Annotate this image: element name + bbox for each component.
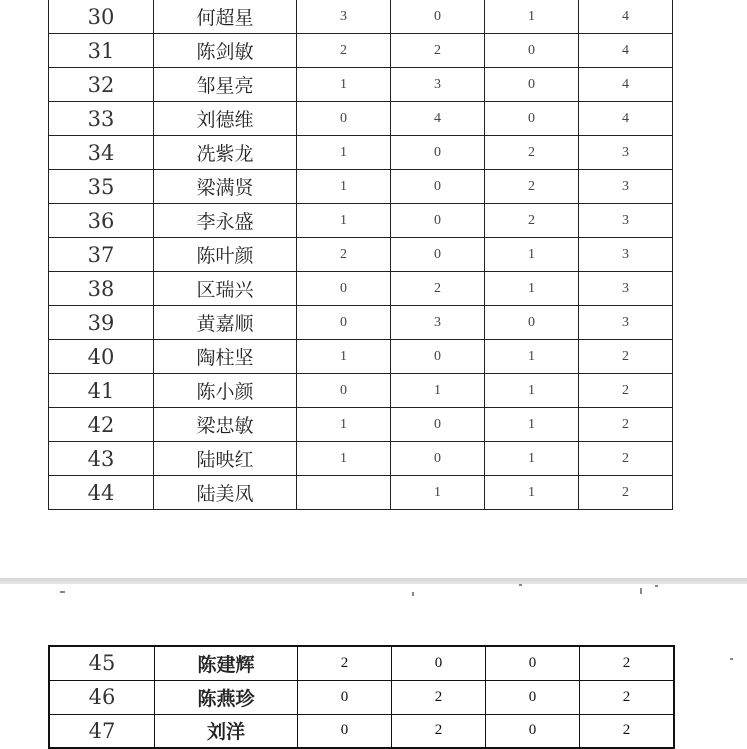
value-cell-3: 1 (485, 272, 579, 306)
name-cell: 梁满贤 (154, 170, 297, 204)
table-row (49, 238, 673, 272)
value-cell-3: 0 (486, 646, 580, 680)
value-cell-3: 0 (485, 68, 579, 102)
row-number-cell: 41 (49, 374, 154, 408)
value-cell-1: 0 (297, 306, 391, 340)
value-cell-3: 2 (485, 170, 579, 204)
row-number-cell: 32 (49, 68, 154, 102)
value-cell-1: 2 (297, 34, 391, 68)
name-cell: 何超星 (154, 0, 297, 34)
value-cell-1: 2 (297, 238, 391, 272)
value-cell-2: 1 (391, 374, 485, 408)
value-cell-1: 0 (298, 714, 392, 748)
value-cell-1: 0 (297, 272, 391, 306)
scan-speck (60, 591, 65, 593)
value-cell-3: 1 (485, 374, 579, 408)
row-number-cell: 39 (49, 306, 154, 340)
table-row (49, 408, 673, 442)
value-cell-2: 0 (391, 0, 485, 34)
table-row (49, 476, 673, 510)
row-number-cell: 35 (49, 170, 154, 204)
value-cell-1: 3 (297, 0, 391, 34)
table-row (49, 0, 673, 34)
value-cell-2: 0 (391, 340, 485, 374)
table-row (49, 374, 673, 408)
value-cell-1: 0 (297, 102, 391, 136)
value-cell-2: 0 (391, 238, 485, 272)
row-number-cell: 30 (49, 0, 154, 34)
name-cell: 陈小颜 (154, 374, 297, 408)
total-cell: 2 (580, 714, 675, 748)
scan-speck (640, 588, 642, 594)
value-cell-2: 1 (391, 476, 485, 510)
value-cell-2: 3 (391, 306, 485, 340)
name-cell: 黄嘉顺 (154, 306, 297, 340)
row-number-cell: 42 (49, 408, 154, 442)
row-number-cell: 47 (49, 714, 155, 748)
total-cell: 2 (579, 408, 673, 442)
name-cell: 陈剑敏 (154, 34, 297, 68)
value-cell-1: 1 (297, 442, 391, 476)
name-cell: 陆美凤 (154, 476, 297, 510)
roster-table-top (48, 0, 673, 510)
row-number-cell: 44 (49, 476, 154, 510)
total-cell: 3 (579, 306, 673, 340)
value-cell-2: 2 (391, 272, 485, 306)
name-cell: 刘德维 (154, 102, 297, 136)
value-cell-3: 1 (485, 340, 579, 374)
value-cell-1: 0 (297, 374, 391, 408)
table-row (49, 306, 673, 340)
table-row (49, 714, 674, 748)
scan-speck (655, 585, 658, 587)
table-row (49, 646, 674, 680)
table-row (49, 204, 673, 238)
row-number-cell: 43 (49, 442, 154, 476)
table-row (49, 442, 673, 476)
row-number-cell: 37 (49, 238, 154, 272)
name-cell: 邹星亮 (154, 68, 297, 102)
scan-speck (412, 592, 414, 596)
value-cell-1: 1 (297, 408, 391, 442)
row-number-cell: 36 (49, 204, 154, 238)
value-cell-2: 0 (391, 170, 485, 204)
name-cell: 陈燕珍 (155, 680, 298, 714)
name-cell: 陈叶颜 (154, 238, 297, 272)
scan-speck (730, 658, 733, 660)
value-cell-2: 3 (391, 68, 485, 102)
row-number-cell: 34 (49, 136, 154, 170)
row-number-cell: 40 (49, 340, 154, 374)
table-row (49, 340, 673, 374)
name-cell: 陶柱坚 (154, 340, 297, 374)
value-cell-2: 0 (392, 646, 486, 680)
value-cell-2: 0 (391, 408, 485, 442)
value-cell-1: 1 (297, 68, 391, 102)
total-cell: 2 (580, 646, 675, 680)
row-number-cell: 31 (49, 34, 154, 68)
value-cell-1: 1 (297, 340, 391, 374)
name-cell: 梁忠敏 (154, 408, 297, 442)
roster-table-bottom-body (49, 646, 674, 748)
total-cell: 3 (579, 170, 673, 204)
table-row (49, 68, 673, 102)
value-cell-3: 1 (485, 0, 579, 34)
total-cell: 2 (579, 476, 673, 510)
value-cell-2: 0 (391, 136, 485, 170)
row-number-cell: 33 (49, 102, 154, 136)
value-cell-1: 2 (298, 646, 392, 680)
value-cell-3: 1 (485, 408, 579, 442)
value-cell-1: 1 (297, 204, 391, 238)
row-number-cell: 46 (49, 680, 155, 714)
table-row (49, 136, 673, 170)
value-cell-3: 1 (485, 442, 579, 476)
name-cell: 刘洋 (155, 714, 298, 748)
name-cell: 陆映红 (154, 442, 297, 476)
value-cell-3: 2 (485, 204, 579, 238)
value-cell-3: 0 (486, 680, 580, 714)
value-cell-2: 2 (391, 34, 485, 68)
row-number-cell: 45 (49, 646, 155, 680)
value-cell-3: 0 (485, 34, 579, 68)
row-number-cell: 38 (49, 272, 154, 306)
total-cell: 4 (579, 0, 673, 34)
value-cell-1: 1 (297, 136, 391, 170)
total-cell: 4 (579, 34, 673, 68)
name-cell: 冼紫龙 (154, 136, 297, 170)
total-cell: 4 (579, 68, 673, 102)
roster-table-top-body (49, 0, 673, 510)
total-cell: 3 (579, 238, 673, 272)
total-cell: 3 (579, 136, 673, 170)
value-cell-3: 0 (485, 102, 579, 136)
total-cell: 2 (579, 442, 673, 476)
name-cell: 陈建辉 (155, 646, 298, 680)
value-cell-2: 2 (392, 680, 486, 714)
total-cell: 2 (579, 374, 673, 408)
value-cell-3: 2 (485, 136, 579, 170)
value-cell-2: 0 (391, 204, 485, 238)
name-cell: 区瑞兴 (154, 272, 297, 306)
value-cell-3: 1 (485, 476, 579, 510)
table-row (49, 34, 673, 68)
total-cell: 2 (580, 680, 675, 714)
value-cell-1 (297, 476, 391, 510)
total-cell: 3 (579, 204, 673, 238)
value-cell-3: 1 (485, 238, 579, 272)
total-cell: 4 (579, 102, 673, 136)
table-row (49, 680, 674, 714)
name-cell: 李永盛 (154, 204, 297, 238)
value-cell-1: 0 (298, 680, 392, 714)
scan-speck (519, 584, 522, 586)
value-cell-2: 0 (391, 442, 485, 476)
value-cell-2: 2 (392, 714, 486, 748)
value-cell-2: 4 (391, 102, 485, 136)
table-row (49, 170, 673, 204)
total-cell: 2 (579, 340, 673, 374)
table-row (49, 272, 673, 306)
value-cell-3: 0 (485, 306, 579, 340)
value-cell-1: 1 (297, 170, 391, 204)
value-cell-3: 0 (486, 714, 580, 748)
table-row (49, 102, 673, 136)
roster-table-bottom (48, 645, 675, 749)
total-cell: 3 (579, 272, 673, 306)
